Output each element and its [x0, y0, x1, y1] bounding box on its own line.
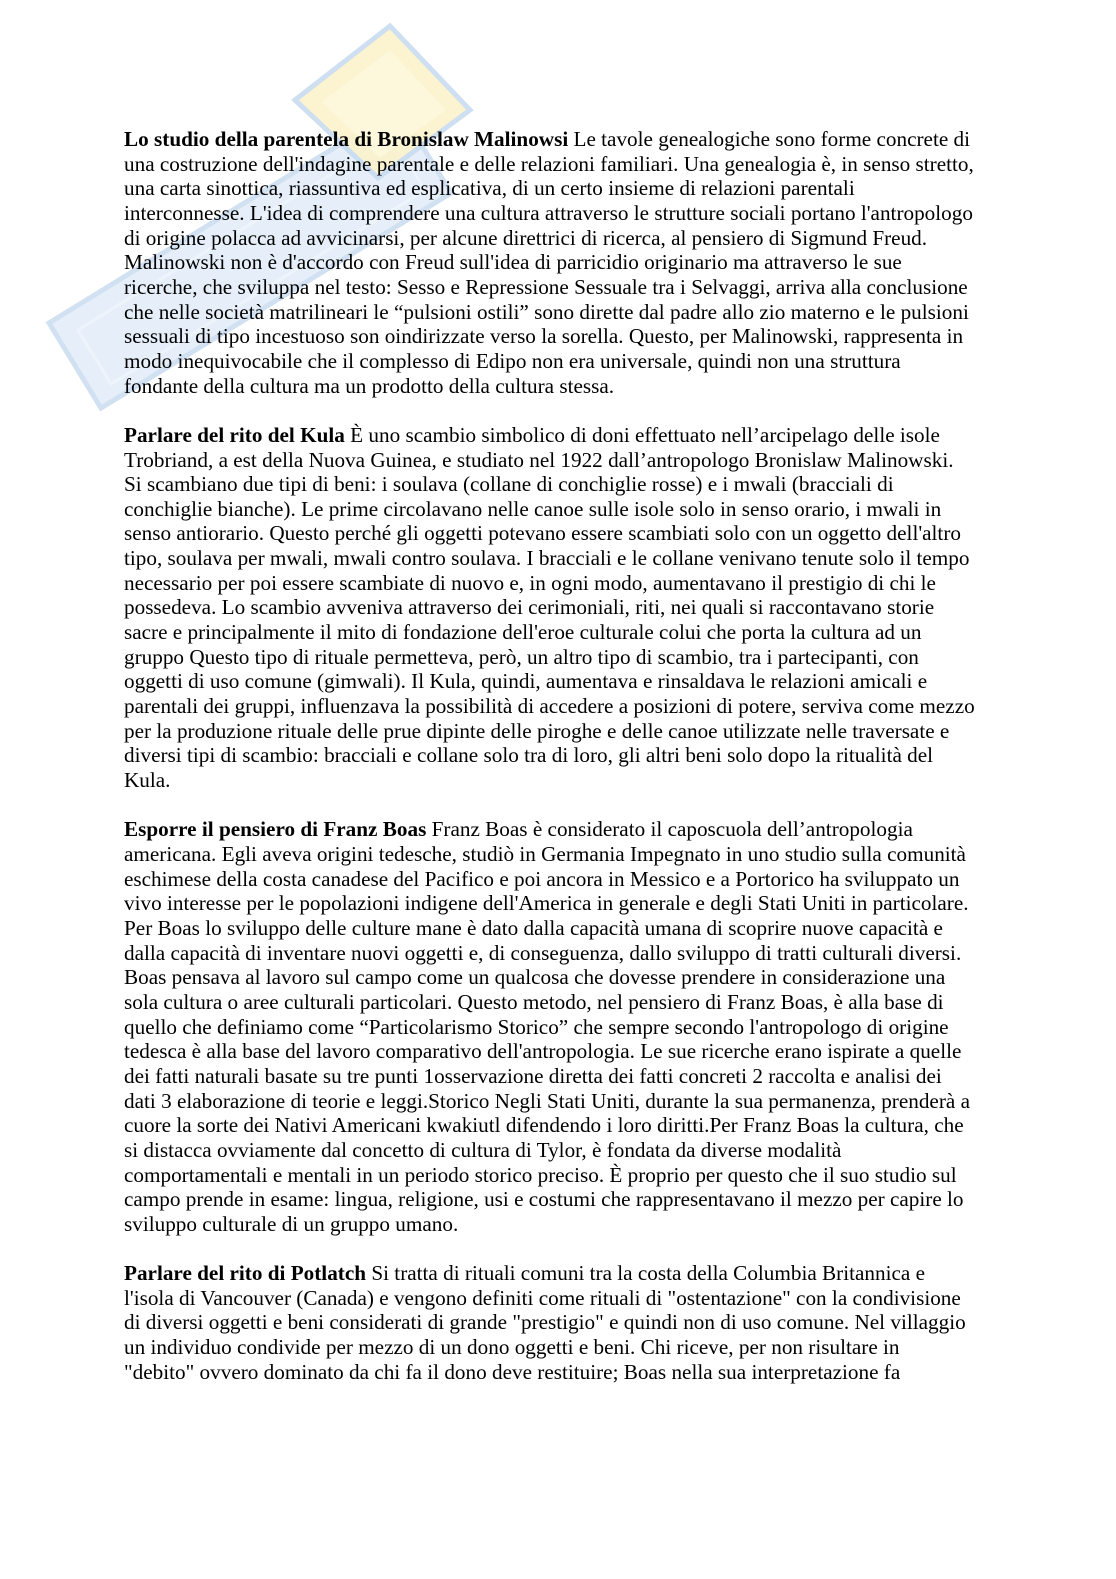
- text-line: Trobriand, a est della Nuova Guinea, e studiato nel 1922 dall’antropologo Bronislaw Malinowski.: [124, 447, 954, 472]
- text-line: si distacca ovviamente dal concetto di cultura di Tylor, è fondata da diverse modalità: [124, 1137, 842, 1162]
- text-line: Si scambiano due tipi di beni: i soulava (collane di conchiglie rosse) e i mwali (bracciali di: [124, 472, 894, 497]
- text-line: un individuo condivide per mezzo di un dono oggetti e beni. Chi riceve, per non risultare in: [124, 1335, 900, 1360]
- section-heading: Parlare del rito del Kula: [124, 422, 345, 447]
- text-line: [124, 423, 975, 448]
- document-body: [124, 127, 975, 1409]
- text-line: diversi tipi di scambio: bracciali e collane solo tra di loro, gli altri beni solo dopo la ritualità del: [124, 743, 934, 768]
- text-line: [124, 127, 975, 152]
- text-line: [124, 817, 975, 842]
- text-line: di origine polacca ad avvicinarsi, per alcune direttrici di ricerca, al pensiero di Sigmund Freud.: [124, 225, 928, 250]
- text-line: una carta sinottica, riassuntiva ed esplicativa, di un certo insieme di relazioni parentali: [124, 176, 855, 201]
- section-kinship-malinowski: [124, 127, 975, 398]
- text-line: sacre e principalmente il mito di fondazione dell'eroe culturale colui che porta la cultura ad un: [124, 620, 922, 645]
- section-text: È uno scambio simbolico di doni effettuato nell’arcipelago delle isole: [350, 422, 940, 447]
- text-line: per la produzione rituale delle prue dipinte delle piroghe e delle canoe utilizzate nelle traversate e: [124, 718, 950, 743]
- section-heading: Lo studio della parentela di Bronislaw Malinowsi: [124, 127, 569, 151]
- text-line: "debito" ovvero dominato da chi fa il dono deve restituire; Boas nella sua interpretazione fa: [124, 1359, 901, 1384]
- text-line: Kula.: [124, 768, 171, 793]
- section-franz-boas: [124, 817, 975, 1236]
- text-line: dei fatti naturali basate su tre punti 1osservazione diretta dei fatti concreti 2 raccolta e analisi dei: [124, 1063, 942, 1088]
- text-line: parentali dei gruppi, influenzava la possibilità di accedere a posizioni di potere, serviva come mezzo: [124, 694, 975, 719]
- section-heading: Esporre il pensiero di Franz Boas: [124, 817, 427, 842]
- text-line: oggetti di uso comune (gimwali). Il Kula, quindi, aumentava e rinsaldava le relazioni amicali e: [124, 669, 928, 694]
- text-line: l'isola di Vancouver (Canada) e vengono definiti come rituali di "ostentazione" con la condivisione: [124, 1285, 961, 1310]
- section-potlatch-rite: [124, 1261, 975, 1384]
- text-line: ricerche, che sviluppa nel testo: Sesso e Repressione Sessuale tra i Selvaggi, arriva alla conclusione: [124, 274, 968, 299]
- text-line: campo prende in esame: lingua, religione, usi e costumi che rappresentavano il mezzo per capire lo: [124, 1187, 964, 1212]
- text-line: gruppo Questo tipo di rituale permetteva, però, un altro tipo di scambio, tra i partecipanti, con: [124, 644, 919, 669]
- text-line: Malinowski non è d'accordo con Freud sull'idea di parricidio originario ma attraverso le sue: [124, 250, 902, 275]
- text-line: americana. Egli aveva origini tedesche, studiò in Germania Impegnato in uno studio sulla comunità: [124, 842, 966, 866]
- section-text: Si tratta di rituali comuni tra la costa della Columbia Britannica e: [371, 1261, 926, 1286]
- text-line: sessuali di tipo incestuoso son oindirizzate verso la sorella. Questo, per Malinowski, rappresenta in: [124, 324, 964, 349]
- text-line: sviluppo culturale di un gruppo umano.: [124, 1211, 459, 1236]
- text-line: cuore la sorte dei Nativi Americani kwakiutl difendendo i loro diritti.Per Franz Boas la cultura, che: [124, 1113, 964, 1138]
- text-line: sola cultura o aree culturali particolari. Questo metodo, nel pensiero di Franz Boas, è alla base di: [124, 989, 944, 1014]
- text-line: una costruzione dell'indagine parentale e delle relazioni familiari. Una genealogia è, in senso stretto,: [124, 151, 974, 176]
- section-text: Franz Boas è considerato il caposcuola dell’antropologia: [431, 817, 913, 842]
- section-heading: Parlare del rito di Potlatch: [124, 1261, 367, 1286]
- text-line: modo inequivocabile che il complesso di Edipo non era universale, quindi non una struttura: [124, 348, 901, 373]
- text-line: comportamentali e mentali in un periodo storico preciso. È proprio per questo che il suo studio sul: [124, 1162, 957, 1187]
- text-line: dati 3 elaborazione di teorie e leggi.Storico Negli Stati Uniti, durante la sua permanenza, prenderà a: [124, 1088, 970, 1113]
- text-line: senso antiorario. Questo perché gli oggetti potevano essere scambiati solo con un oggetto dell'altro: [124, 521, 961, 546]
- text-line: di diversi oggetti e beni considerati di grande "prestigio" e quindi non di uso comune. Nel villaggio: [124, 1310, 966, 1335]
- text-line: dalla capacità di inventare nuovi oggetti e, di conseguenza, dallo sviluppo di tratti culturali diversi.: [124, 940, 962, 965]
- text-line: conchiglie bianche). Le prime circolavano nelle canoe sulle isole solo in senso orario, i mwali in: [124, 496, 942, 521]
- text-line: interconnesse. L'idea di comprendere una cultura attraverso le strutture sociali portano l'antropologo: [124, 200, 973, 225]
- text-line: Per Boas lo sviluppo delle culture mane è dato dalla capacità umana di scoprire nuove capacità e: [124, 915, 943, 940]
- text-line: possedeva. Lo scambio avveniva attraverso dei cerimoniali, riti, nei quali si raccontavano storie: [124, 595, 935, 620]
- section-text: Le tavole genealogiche sono forme concrete di: [573, 127, 971, 151]
- text-line: eschimese della costa canadese del Pacifico e poi ancora in Messico e a Portorico ha sviluppato un: [124, 866, 960, 891]
- text-line: che nelle società matrilineari le “pulsioni ostili” sono dirette dal padre allo zio materno e le pulsioni: [124, 299, 969, 324]
- text-line: fondante della cultura ma un prodotto della cultura stessa.: [124, 373, 615, 398]
- text-line: quello che definiamo come “Particolarismo Storico” che sempre secondo l'antropologo di origine: [124, 1014, 949, 1039]
- text-line: vivo interesse per le popolazioni indigene dell'America in generale e degli Stati Uniti in particolare.: [124, 891, 969, 916]
- text-line: tipo, soulava per mwali, mwali contro soulava. I bracciali e le collane venivano tenute solo il tempo: [124, 546, 970, 571]
- text-line: tedesca è alla base del lavoro comparativo dell'antropologia. Le sue ricerche erano ispirate a quelle: [124, 1039, 962, 1064]
- text-line: necessario per poi essere scambiate di nuovo e, in ogni modo, aumentavano il prestigio di chi le: [124, 570, 936, 595]
- text-line: [124, 1261, 975, 1286]
- text-line: Boas pensava al lavoro sul campo come un qualcosa che dovesse prendere in considerazione una: [124, 965, 946, 990]
- section-kula-rite: [124, 423, 975, 793]
